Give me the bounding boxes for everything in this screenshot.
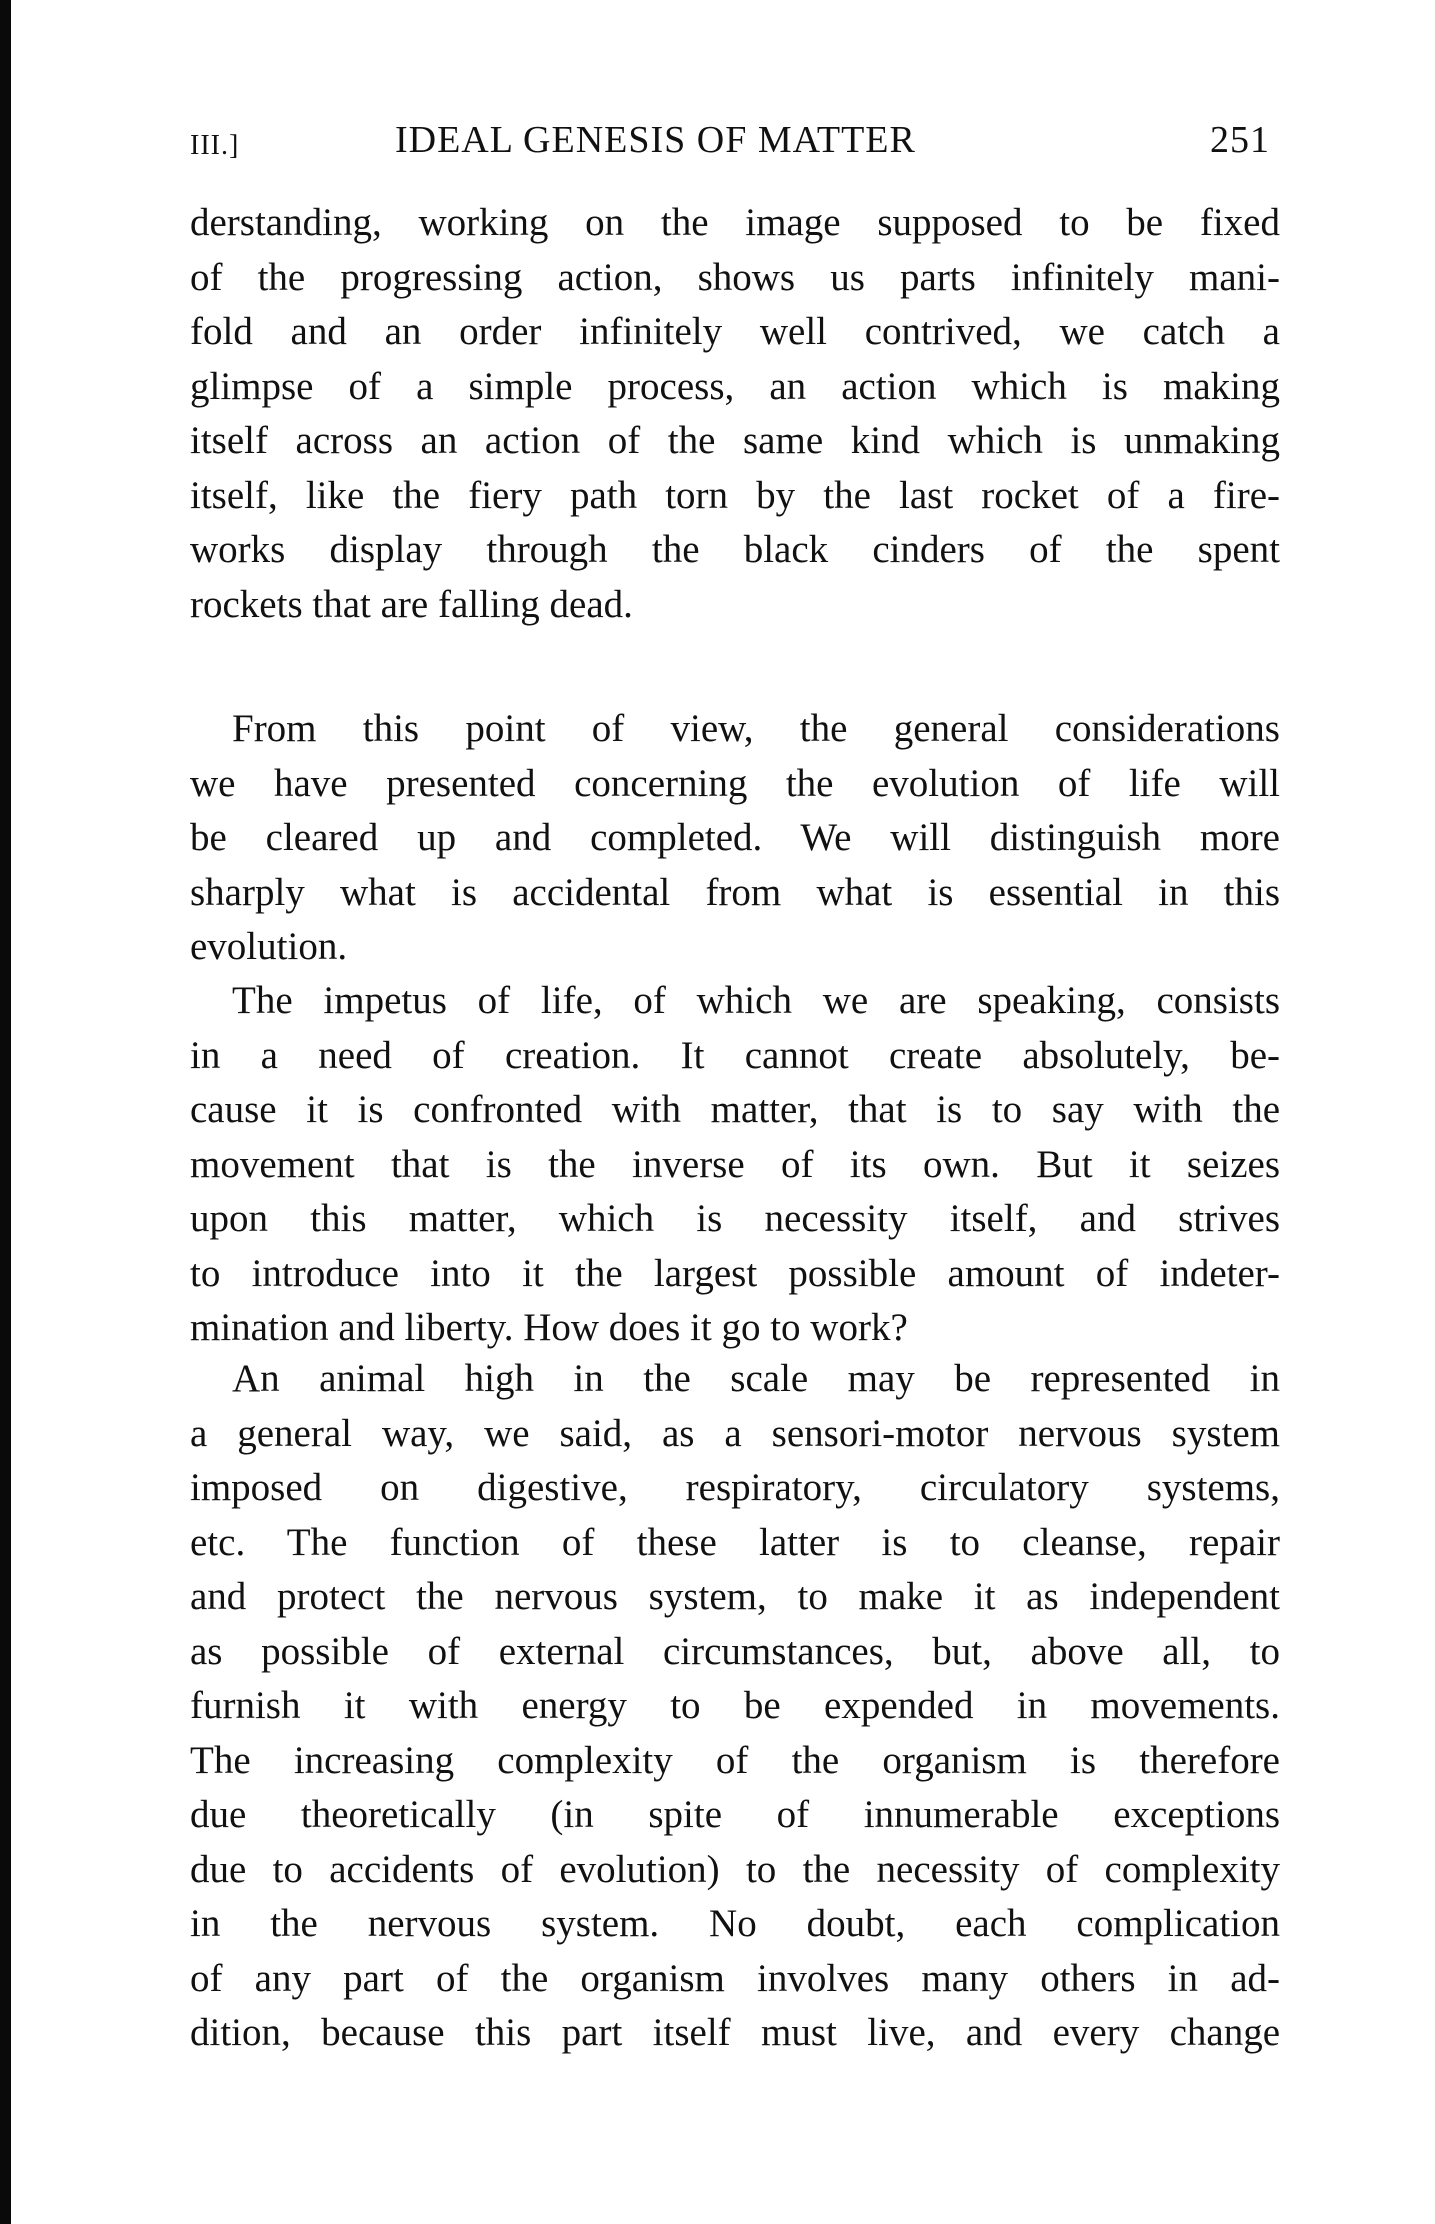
text-line: mination and liberty. How does it go to work? [190,1306,908,1349]
running-header [190,118,1280,178]
text-line: furnish it with energy to be expended in movements. [190,1684,1280,1727]
chapter-label: III.] [190,130,240,161]
text-line: movement that is the inverse of its own. But it seizes [190,1142,1280,1186]
paragraph-1 [190,196,1280,632]
text-line: and protect the nervous system, to make it as independent [190,1575,1280,1618]
text-line: fold and an order infinitely well contrived, we catch a [190,310,1280,353]
text-line: be cleared up and completed. We will distinguish more [190,816,1280,859]
text-line: From this point of view, the general considerations [232,707,1280,750]
text-line: in a need of creation. It cannot create absolutely, be- [190,1033,1280,1077]
text-line: glimpse of a simple process, an action which is making [190,364,1280,408]
text-line: of the progressing action, shows us parts infinitely mani- [190,255,1280,299]
text-line: upon this matter, which is necessity itself, and strives [190,1197,1280,1240]
text-line: The increasing complexity of the organism is therefore [190,1738,1280,1782]
text-line: etc. The function of these latter is to cleanse, repair [190,1520,1280,1564]
text-line: we have presented concerning the evolution of life will [190,761,1280,805]
text-line: to introduce into it the largest possible amount of indeter- [190,1251,1280,1295]
text-line: An animal high in the scale may be represented in [232,1357,1280,1400]
text-line: imposed on digestive, respiratory, circulatory systems, [190,1466,1280,1509]
text-line: of any part of the organism involves many others in ad- [190,1956,1280,2000]
paragraph-4 [190,1352,1280,2061]
text-line: itself, like the fiery path torn by the last rocket of a fire- [190,473,1280,517]
text-line: cause it is confronted with matter, that is to say with the [190,1088,1280,1131]
text-line: evolution. [190,925,348,968]
text-line: derstanding, working on the image supposed to be fixed [190,201,1280,244]
text-line: itself across an action of the same kind which is unmaking [190,419,1280,462]
running-title: IDEAL GENESIS OF MATTER [395,119,916,161]
text-line: sharply what is accidental from what is essential in this [190,870,1280,914]
text-line: due to accidents of evolution) to the necessity of complexity [190,1847,1280,1891]
text-line: a general way, we said, as a sensori-motor nervous system [190,1411,1280,1455]
text-line: rockets that are falling dead. [190,582,633,626]
paragraph-2 [190,702,1280,975]
text-line: as possible of external circumstances, but, above all, to [190,1629,1280,1673]
text-line: dition, because this part itself must live, and every change [190,2011,1280,2054]
page-number: 251 [1210,119,1270,161]
paragraph-3 [190,974,1280,1356]
text-line: due theoretically (in spite of innumerable exceptions [190,1793,1280,1836]
text-line: in the nervous system. No doubt, each complication [190,1902,1280,1945]
text-line: works display through the black cinders of the spent [190,528,1280,571]
text-line: The impetus of life, of which we are speaking, consists [232,979,1280,1022]
scan-left-edge [0,0,11,2224]
